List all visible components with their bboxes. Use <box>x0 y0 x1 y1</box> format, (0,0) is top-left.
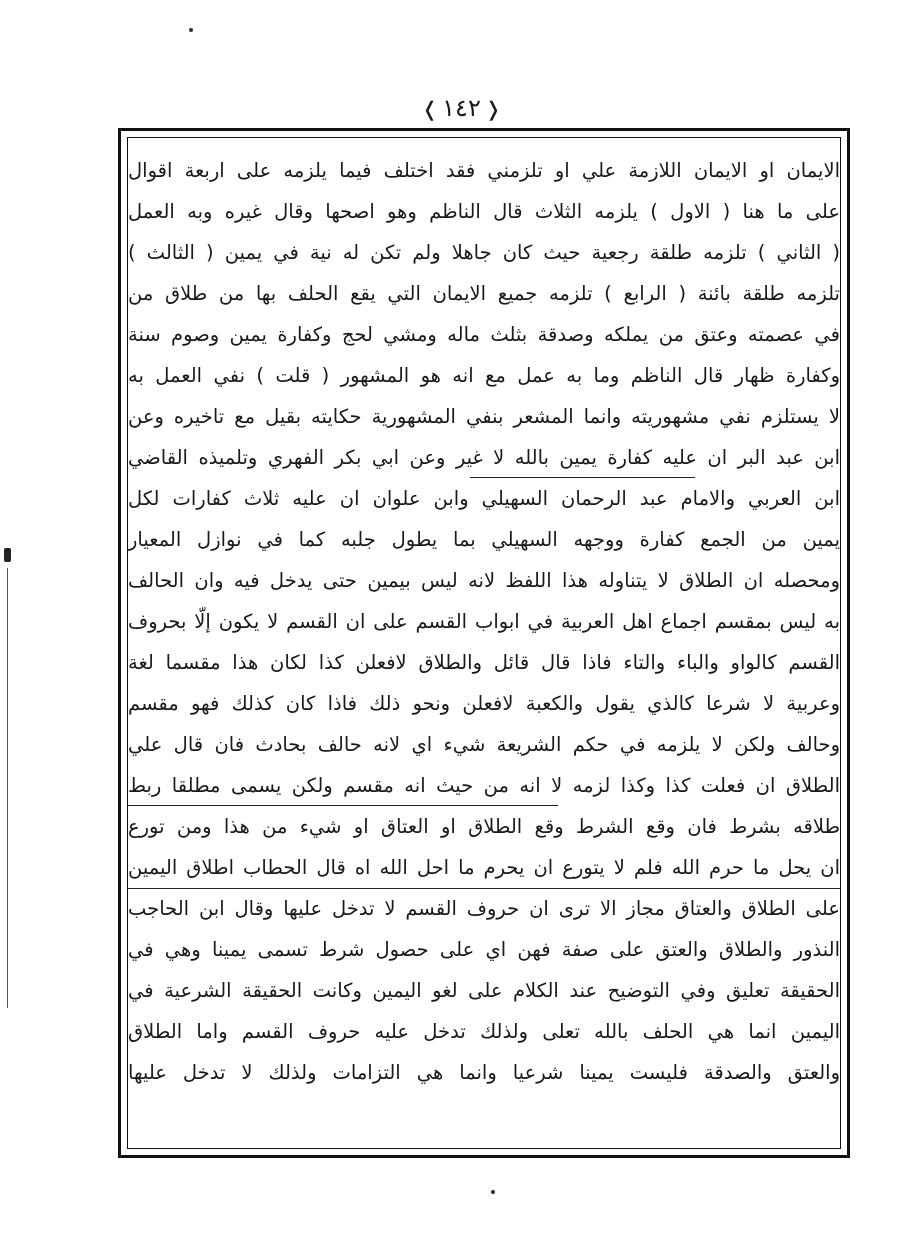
text-line: القسم كالواو والباء والتاء فاذا قال قائل والطلاق لافعلن كذا لكان هذا مقسما لغة <box>128 651 840 674</box>
text-line: الايمان او الايمان اللازمة علي او تلزمني فقد اختلف فيما يلزمه على اربعة اقوال <box>128 159 840 182</box>
text-line: اليمين انما هي الحلف بالله تعلى ولذلك تدخل عليه حروف القسم واما الطلاق <box>128 1020 840 1043</box>
text-line: يمين من الجمع كفارة ووجهه السهيلي بما يطول جلبه كما في نوازل المعيار <box>128 528 840 551</box>
text-line: النذور والطلاق والعتق على صفة فهن اي على حصول شرط تسمى يمينا وهي في <box>128 938 840 961</box>
text-line: ابن العربي والامام عبد الرحمان السهيلي وابن علوان ان عليه ثلاث كفارات لكل <box>128 487 840 510</box>
handwritten-underline <box>128 888 840 889</box>
text-line: طلاقه بشرط فان وقع الشرط وقع الطلاق او العتاق او شيء من هذا ومن تورع <box>128 815 840 838</box>
text-line: ابن عبد البر ان عليه كفارة يمين بالله لا غير وعن ابي بكر الفهري وتلميذه القاضي <box>128 446 840 469</box>
text-line: الطلاق ان فعلت كذا وكذا لزمه لا انه من حيث انه مقسم ولكن يسمى مطلقا ربط <box>128 774 840 797</box>
margin-ink-mark <box>4 548 11 562</box>
text-line: الحقيقة تعليق وفي التوضيح عند الكلام على لغو اليمين وكانت الحقيقة الشرعية في <box>128 979 840 1002</box>
page-header <box>0 94 923 122</box>
text-line: ان يحل ما حرم الله فلم لا يتورع ان يحرم ما احل الله اه قال الحطاب اطلاق اليمين <box>128 856 840 879</box>
ink-speck <box>491 1190 495 1194</box>
left-ornament-icon: ❬ <box>484 97 502 121</box>
text-line: على الطلاق والعتاق مجاز الا ترى ان حروف القسم لا تدخل عليها وقال ابن الحاجب <box>128 897 840 920</box>
text-line: وكفارة ظهار قال الناظم وما به عمل مع انه هو المشهور ( قلت ) نفي العمل به <box>128 364 840 387</box>
text-line: تلزمه طلقة بائنة ( الرابع ) تلزمه جميع الايمان التي يقع الحلف بها من طلاق من <box>128 282 840 305</box>
margin-annotation <box>4 548 12 1018</box>
text-line: ومحصله ان الطلاق لا يتناوله هذا اللفظ لانه ليس بيمين حتى يدخل فيه وان الحالف <box>128 569 840 592</box>
text-line: في عصمته وعتق من يملكه وصدقة بثلث ماله ومشي لحج وكفارة يمين وصوم سنة <box>128 323 840 346</box>
text-line: على ما هنا ( الاول ) يلزمه الثلاث قال الناظم وهو اصحها وقال غيره وبه العمل <box>128 200 840 223</box>
text-line: وعربية لا شرعا كالذي يقول والكعبة لافعلن ونحو ذلك فاذا كان كذلك فهو مقسم <box>128 692 840 715</box>
text-line: لا يستلزم نفي مشهوريته وانما المشعر بنفي المشهورية حكايته بقيل مع تاخيره وعن <box>128 405 840 428</box>
handwritten-underline <box>470 477 695 478</box>
ink-speck <box>189 28 193 32</box>
right-ornament-icon: ❭ <box>421 97 439 121</box>
page-number: ١٤٢ <box>442 94 481 122</box>
margin-ink-stroke <box>7 568 8 1008</box>
handwritten-underline <box>128 805 558 806</box>
body-text <box>128 150 840 1093</box>
text-line: وحالف ولكن لا يلزمه في حكم الشريعة شيء اي لانه حالف بحادث فان قال علي <box>128 733 840 756</box>
text-line: به ليس بمقسم اجماع اهل العربية في ابواب القسم على ان القسم لا يكون إلّا بحروف <box>128 610 840 633</box>
text-line: والعتق والصدقة فليست يمينا شرعيا وانما هي التزامات ولذلك لا تدخل عليها <box>128 1061 840 1084</box>
text-line: ( الثاني ) تلزمه طلقة رجعية حيث كان جاهلا ولم تكن له نية في يمين ( الثالث ) <box>128 241 840 264</box>
